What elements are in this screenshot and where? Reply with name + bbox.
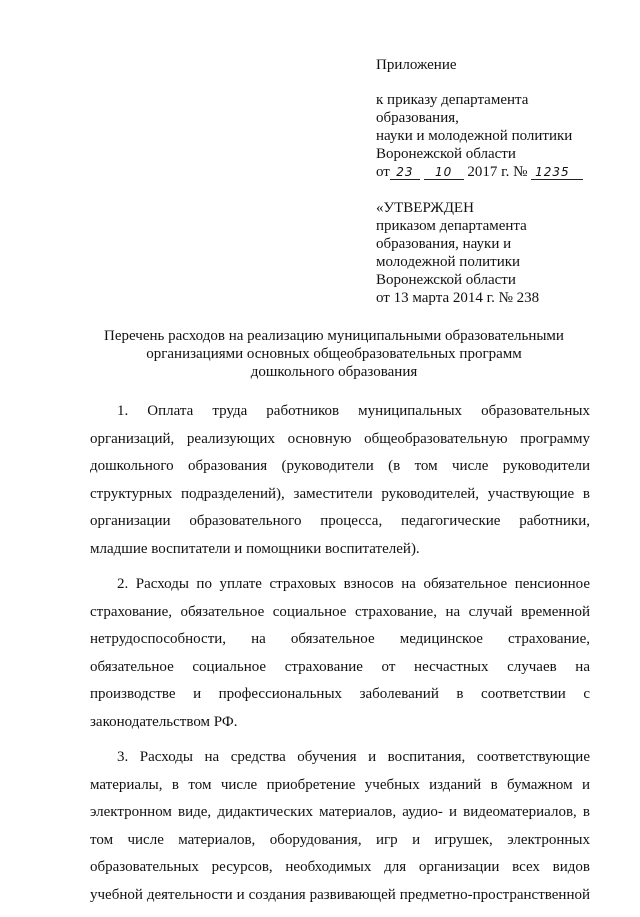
title-line: Перечень расходов на реализацию муниципальными образовательными <box>104 328 564 344</box>
handwritten-day: 23 <box>390 165 420 180</box>
approved-line: приказом департамента <box>376 218 527 234</box>
paragraph-line: законодательством РФ. <box>90 713 238 730</box>
paragraph-2 <box>90 571 590 736</box>
approved-line: молодежной политики <box>376 254 521 270</box>
paragraph-line: дошкольного образования (руководители (в том числе руководители <box>90 458 590 474</box>
order-line: к приказу департамента <box>376 92 529 108</box>
appendix-title: Приложение <box>376 57 457 73</box>
order-line: образования, <box>376 110 459 126</box>
line-text: 3. Расходы на средства обучения и воспитания, соответствующие <box>117 749 590 765</box>
paragraph-1 <box>90 398 590 563</box>
paragraph-line: электронном виде, дидактических материалов, аудио- и видеоматериалов, в <box>90 804 590 820</box>
paragraph-line: младшие воспитатели и помощники воспитателей). <box>90 540 420 557</box>
document-header <box>376 56 616 307</box>
line-text: 2. Расходы по уплате страховых взносов на обязательное пенсионное <box>117 576 590 592</box>
paragraph-line <box>90 571 590 599</box>
paragraph-line: структурных подразделений), заместители руководителей, участвующие в <box>90 485 590 502</box>
paragraph-line: обязательное социальное страхование от несчастных случаев на <box>90 658 590 675</box>
paragraph-line <box>90 744 590 772</box>
order-date-line <box>376 163 616 181</box>
date-prefix: от <box>376 164 390 180</box>
order-line: Воронежской области <box>376 146 516 162</box>
paragraph-3 <box>90 744 590 909</box>
paragraph-line: материалы, в том числе приобретение учебных изданий в бумажном и <box>90 776 590 793</box>
handwritten-order-number: 1235 <box>531 165 583 180</box>
title-line: организациями основных общеобразовательных программ <box>146 346 522 362</box>
paragraph-line: организаций, реализующих основную общеобразовательную программу <box>90 430 590 447</box>
approved-line: Воронежской области <box>376 272 516 288</box>
title-line: дошкольного образования <box>250 364 418 380</box>
paragraph-line: образовательных ресурсов, необходимых для организации всех видов <box>90 859 590 875</box>
paragraph-line: том числе материалов, оборудования, игр и игрушек, электронных <box>90 831 590 848</box>
paragraph-line <box>90 398 590 426</box>
document-body <box>90 398 590 917</box>
paragraph-line: учебной деятельности и создания развивающей предметно-пространственной <box>90 886 590 903</box>
approved-line: от 13 марта 2014 г. № 238 <box>376 290 540 306</box>
paragraph-line: производстве и профессиональных заболеваний в соответствии с <box>90 686 590 702</box>
approved-line: «УТВЕРЖДЕН <box>376 200 474 216</box>
order-reference <box>376 91 616 181</box>
approved-line: образования, науки и <box>376 236 512 252</box>
paragraph-line: организации образовательного процесса, педагогические работники, <box>90 513 590 529</box>
handwritten-month: 10 <box>424 165 464 180</box>
paragraph-line: страхование, обязательное социальное страхование, на случай временной <box>90 603 590 620</box>
approved-block <box>376 199 616 307</box>
date-year: 2017 г. № <box>467 164 528 180</box>
document-title <box>90 327 578 381</box>
order-line: науки и молодежной политики <box>376 128 573 144</box>
paragraph-line: нетрудоспособности, на обязательное медицинское страхование, <box>90 631 590 647</box>
line-text: 1. Оплата труда работников муниципальных образовательных <box>117 403 590 419</box>
